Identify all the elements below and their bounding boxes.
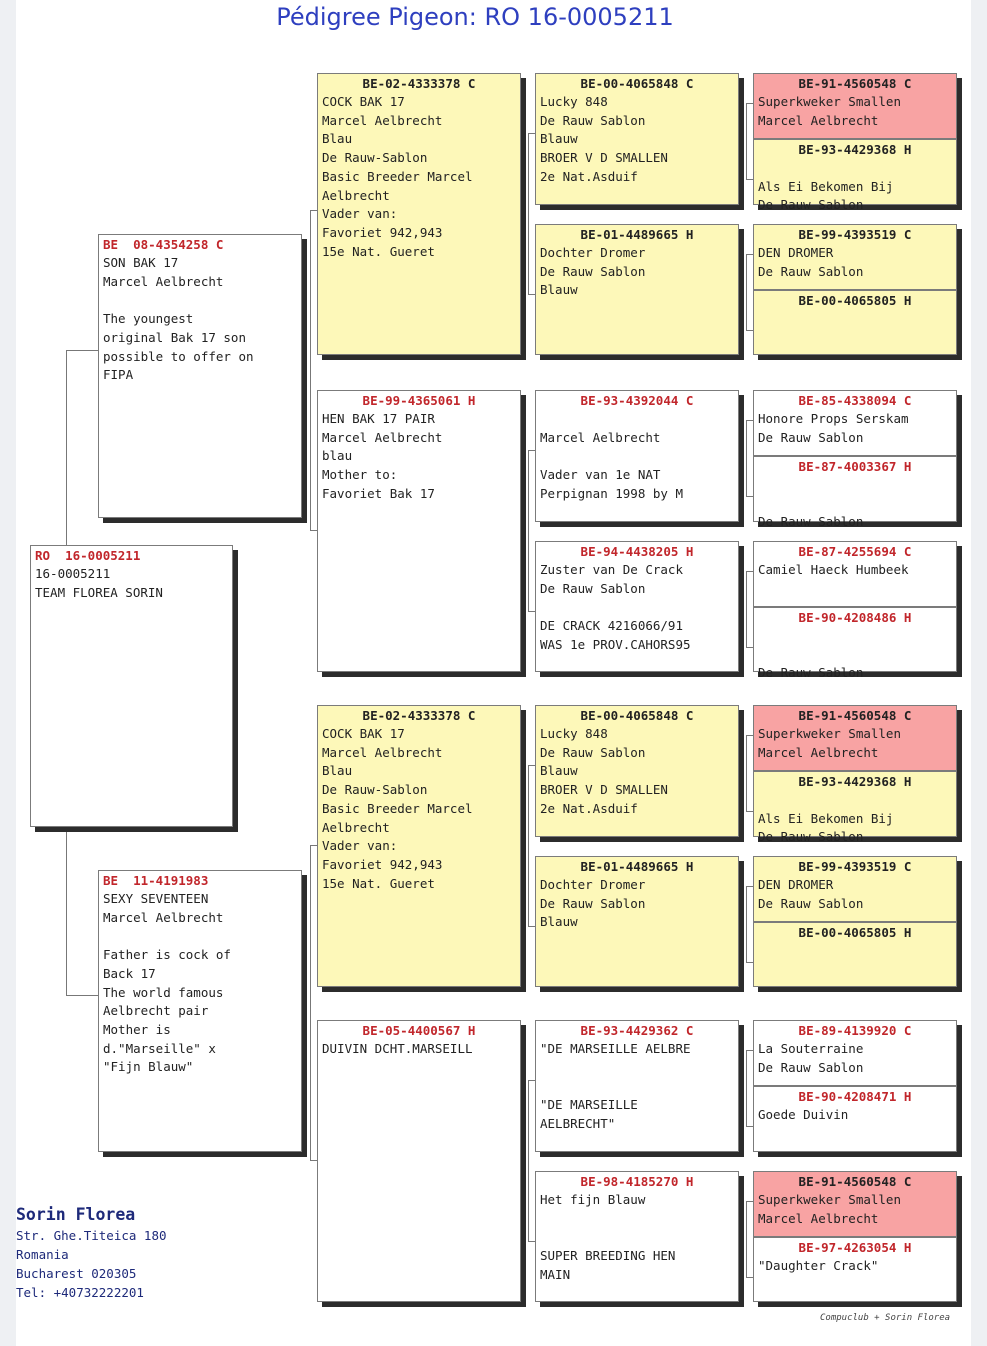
connector-line [66,995,98,996]
owner-phone: Tel: +40732222201 [16,1285,144,1300]
pigeon-info-line: Blauw [540,763,578,779]
pigeon-info-line: Aelbrecht [322,819,390,835]
pigeon-info-line: Father is cock of [103,947,231,963]
pigeon-info-line: Blauw [540,282,578,298]
ring-number: BE-00-4065848 C [580,76,694,91]
pigeon-info-line: Favoriet Bak 17 [322,485,435,501]
pigeon-info-line: 15e Nat. Gueret [322,875,435,891]
pigeon-info-line [754,159,956,178]
pigeon-card-ddd [535,1171,739,1302]
ring-number: RO 16-0005211 [35,548,141,563]
pigeon-info-line: DEN DROMER [758,877,834,892]
connector-line [746,735,747,811]
connector-line [746,1201,747,1277]
pigeon-info-line: La Souterraine [758,1041,864,1056]
ring-number: BE-02-4333378 C [362,708,476,723]
pigeon-info-line: "Daughter Crack" [758,1258,879,1273]
connector-line [746,647,753,648]
ring-number: BE-98-4185270 H [580,1174,694,1189]
ring-number: BE-89-4139920 C [798,1023,912,1038]
pigeon-info-line [754,476,956,495]
pigeon-card-ssss [753,73,957,139]
pigeon-card-ss [317,73,521,355]
connector-line [528,133,535,134]
pigeon-info-line: Lucky 848 [540,94,608,109]
pigeon-card-sdss [753,390,957,456]
pigeon-info-line: Aelbrecht [322,187,390,203]
pigeon-info-line: Perpignan 1998 by M [540,485,683,501]
pigeon-info-line: Zuster van De Crack [540,562,683,577]
pigeon-info-line: Basic Breeder Marcel [322,800,473,816]
connector-line [746,1201,753,1202]
ring-number: BE-00-4065848 C [580,708,694,723]
pigeon-info-line: original Bak 17 son [103,329,246,345]
pigeon-card-ssds [753,224,957,290]
owner-city: Bucharest 020305 [16,1266,137,1281]
connector-line [746,1277,753,1278]
pigeon-card-sdds [753,541,957,607]
pigeon-info-line: Marcel Aelbrecht [322,744,443,760]
pigeon-card-ddds [753,1171,957,1237]
pigeon-info-line [536,410,738,429]
pigeon-info-line: De Rauw Sablon [540,580,646,596]
connector-line [746,496,753,497]
ring-number: BE-93-4429362 C [580,1023,694,1038]
pigeon-info-line [536,1210,738,1229]
pigeon-info-line: COCK BAK 17 [322,726,405,741]
connector-line [528,1080,535,1081]
pigeon-info-line: possible to offer on [103,348,254,364]
connector-line [746,1050,753,1051]
pigeon-info-line: De Rauw Sablon [758,197,864,213]
pigeon-info-line: Camiel Haeck Humbeek [758,562,909,577]
pigeon-info-line [754,646,956,665]
ring-number: BE-87-4255694 C [798,544,912,559]
pigeon-card-sddd [753,607,957,681]
ring-number: BE-90-4208471 H [798,1089,912,1104]
connector-line [746,1050,747,1126]
connector-line [528,294,535,295]
ring-number: BE-85-4338094 C [798,393,912,408]
pigeon-card-sire [98,234,302,518]
pigeon-info-line: De Rauw Sablon [540,263,646,279]
connector-line [528,133,529,294]
connector-line [310,530,317,531]
ring-number: BE-94-4438205 H [580,544,694,559]
pigeon-card-sds [535,390,739,522]
connector-line [746,179,753,180]
ring-number: BE-91-4560548 C [798,708,912,723]
owner-contact [16,1204,167,1302]
connector-line [746,886,753,887]
connector-line [746,103,747,179]
pigeon-card-dsss [753,705,957,771]
pigeon-card-ddsd [753,1086,957,1152]
pigeon-info-line: TEAM FLOREA SORIN [35,584,163,600]
connector-line [746,962,753,963]
pigeon-info-line: De Rauw Sablon [758,829,864,845]
pigeon-info-line: COCK BAK 17 [322,94,405,109]
connector-line [66,350,98,351]
pigeon-info-line: De Rauw Sablon [540,895,646,911]
pigeon-info-line: DEN DROMER [758,245,834,260]
pigeon-info-line: Basic Breeder Marcel [322,168,473,184]
connector-line [66,350,67,545]
ring-number: BE-99-4393519 C [798,859,912,874]
pigeon-info-line [536,598,738,617]
pigeon-card-dddd [753,1237,957,1302]
connector-line [746,811,753,812]
pigeon-info-line: BROER V D SMALLEN [540,782,668,798]
pigeon-info-line: Marcel Aelbrecht [322,112,443,128]
pigeon-info-line: Vader van 1e NAT [540,467,661,483]
pigeon-card-dam [98,870,302,1152]
ring-number: BE-01-4489665 H [580,227,694,242]
pigeon-info-line: Marcel Aelbrecht [540,429,661,445]
ring-number: BE-91-4560548 C [798,76,912,91]
connector-line [528,1080,529,1241]
connector-line [310,845,317,846]
pigeon-info-line: FIPA [103,367,134,383]
pigeon-info-line: Mother is [103,1021,171,1037]
ring-number: BE-90-4208486 H [798,610,912,625]
pigeon-info-line: Superkweker Smallen [758,1192,901,1207]
connector-line [746,571,753,572]
pigeon-info-line: De Rauw Sablon [758,263,864,279]
pigeon-info-line: 2e Nat.Asduif [540,168,638,184]
ring-number: BE-05-4400567 H [362,1023,476,1038]
pigeon-info-line: Marcel Aelbrecht [758,112,879,128]
pigeon-info-line: Blau [322,131,353,147]
pigeon-info-line: "DE MARSEILLE [540,1097,638,1113]
pigeon-info-line: Favoriet 942,943 [322,224,443,240]
ring-number: BE-99-4393519 C [798,227,912,242]
owner-name: Sorin Florea [16,1205,136,1224]
pigeon-info-line: Marcel Aelbrecht [758,1210,879,1226]
pigeon-info-line: Dochter Dromer [540,245,646,260]
pigeon-info-line: Marcel Aelbrecht [103,273,224,289]
owner-street: Str. Ghe.Titeica 180 [16,1228,167,1243]
pigeon-info-line: d."Marseille" x [103,1040,216,1056]
connector-line [66,827,67,995]
pigeon-card-sssd [753,139,957,213]
connector-line [528,765,529,926]
pigeon-info-line: SUPER BREEDING HEN [540,1248,676,1264]
ring-number: BE-00-4065805 H [798,293,912,308]
ring-number: BE-99-4365061 H [362,393,476,408]
pigeon-info-line: SON BAK 17 [103,255,179,270]
pigeon-info-line: 2e Nat.Asduif [540,800,638,816]
pigeon-info-line: DE CRACK 4216066/91 [540,618,683,634]
pigeon-card-dsds [753,856,957,922]
pigeon-info-line: WAS 1e PROV.CAHORS95 [540,636,691,652]
pigeon-info-line: Goede Duivin [758,1107,849,1122]
pigeon-info-line: Als Ei Bekomen Bij [758,178,894,194]
pigeon-card-subject [30,545,233,827]
connector-line [746,886,747,962]
page-title: Pédigree Pigeon: RO 16-0005211 [276,3,674,31]
footer-credit: Compuclub + Sorin Florea [820,1313,951,1323]
pigeon-card-ds [317,705,521,987]
pigeon-card-sdd [535,541,739,672]
connector-line [746,254,753,255]
ring-number: BE-91-4560548 C [798,1174,912,1189]
ring-number: BE-93-4392044 C [580,393,694,408]
connector-line [310,210,311,530]
ring-number: BE-97-4263054 H [798,1240,912,1255]
connector-line [528,765,535,766]
pigeon-info-line: BROER V D SMALLEN [540,150,668,166]
connector-line [746,420,753,421]
pigeon-card-ddss [753,1020,957,1086]
pigeon-info-line: Het fijn Blauw [540,1192,646,1207]
connector-line [746,103,753,104]
connector-line [528,450,535,451]
pigeon-info-line: 16-0005211 [35,566,111,581]
pigeon-info-line: Marcel Aelbrecht [322,429,443,445]
pigeon-info-line: Lucky 848 [540,726,608,741]
connector-line [528,1241,535,1242]
connector-line [746,735,753,736]
ring-number: BE-00-4065805 H [798,925,912,940]
pigeon-info-line: Blauw [540,914,578,930]
ring-number: BE-93-4429368 H [798,774,912,789]
pigeon-info-line: Marcel Aelbrecht [103,909,224,925]
pigeon-info-line [754,495,956,514]
pigeon-info-line: Mother to: [322,467,398,483]
pigeon-info-line: Favoriet 942,943 [322,856,443,872]
connector-line [528,611,535,612]
pigeon-info-line: De Rauw-Sablon [322,782,428,798]
ring-number: BE-87-4003367 H [798,459,912,474]
connector-line [310,210,317,211]
pigeon-info-line [754,627,956,646]
pigeon-info-line: De Rauw Sablon [758,895,864,911]
connector-line [746,330,753,331]
connector-line [746,571,747,647]
pigeon-info-line: De Rauw Sablon [540,112,646,128]
pigeon-card-sd [317,390,521,672]
pigeon-info-line: De Rauw Sablon [540,744,646,760]
pigeon-info-line: De Rauw Sablon [758,1059,864,1075]
pigeon-info-line: SEXY SEVENTEEN [103,891,209,906]
pigeon-info-line: Back 17 [103,965,156,981]
ring-number: BE-02-4333378 C [362,76,476,91]
pigeon-info-line [536,1059,738,1078]
ring-number: BE-93-4429368 H [798,142,912,157]
pigeon-card-dds [535,1020,739,1152]
pigeon-info-line: AELBRECHT" [540,1115,616,1131]
ring-number: BE 08-4354258 C [103,237,224,252]
pigeon-info-line: Superkweker Smallen [758,726,901,741]
pigeon-card-sss [535,73,739,205]
pigeon-info-line: Honore Props Serskam [758,411,909,426]
connector-line [746,1126,753,1127]
pigeon-card-dd [317,1020,521,1302]
connector-line [310,845,311,1160]
ring-number: BE 11-4191983 [103,873,209,888]
ring-number: BE-01-4489665 H [580,859,694,874]
pigeon-info-line: Als Ei Bekomen Bij [758,810,894,826]
pigeon-info-line: Superkweker Smallen [758,94,901,109]
pigeon-info-line [536,447,738,466]
pigeon-info-line: "Fijn Blauw" [103,1059,194,1075]
pigeon-info-line: blau [322,448,353,464]
pigeon-info-line: Marcel Aelbrecht [758,744,879,760]
pigeon-info-line: Aelbrecht pair [103,1003,209,1019]
connector-line [528,926,535,927]
pigeon-info-line: Vader van: [322,206,398,222]
pigeon-info-line: The world famous [103,984,224,1000]
pigeon-info-line [99,291,301,310]
pigeon-info-line: "DE MARSEILLE AELBRE [540,1041,691,1056]
pigeon-info-line [99,927,301,946]
pigeon-info-line: DUIVIN DCHT.MARSEILL [322,1041,473,1056]
pigeon-card-dssd [753,771,957,845]
pigeon-card-ssd [535,224,739,355]
pigeon-info-line [536,1228,738,1247]
pigeon-card-dss [535,705,739,837]
owner-country: Romania [16,1247,69,1262]
pigeon-card-dsdd [753,922,957,987]
connector-line [310,1160,317,1161]
pigeon-info-line: HEN BAK 17 PAIR [322,411,435,426]
pigeon-info-line: Dochter Dromer [540,877,646,892]
pigeon-info-line: De Rauw Sablon [758,665,864,681]
pigeon-info-line: Blauw [540,131,578,147]
connector-line [528,450,529,611]
pigeon-info-line [536,1077,738,1096]
pigeon-info-line: MAIN [540,1266,571,1282]
pigeon-info-line: 15e Nat. Gueret [322,243,435,259]
pigeon-info-line: Blau [322,763,353,779]
pigeon-info-line: De Rauw Sablon [758,514,864,530]
pigeon-card-ssdd [753,290,957,355]
pigeon-info-line: De Rauw Sablon [758,429,864,445]
pigeon-info-line: De Rauw-Sablon [322,150,428,166]
pigeon-card-dsd [535,856,739,987]
pigeon-info-line [754,791,956,810]
pigeon-info-line: The youngest [103,311,194,327]
pigeon-info-line: Vader van: [322,838,398,854]
connector-line [746,254,747,330]
connector-line [746,420,747,496]
pigeon-card-sdsd [753,456,957,530]
